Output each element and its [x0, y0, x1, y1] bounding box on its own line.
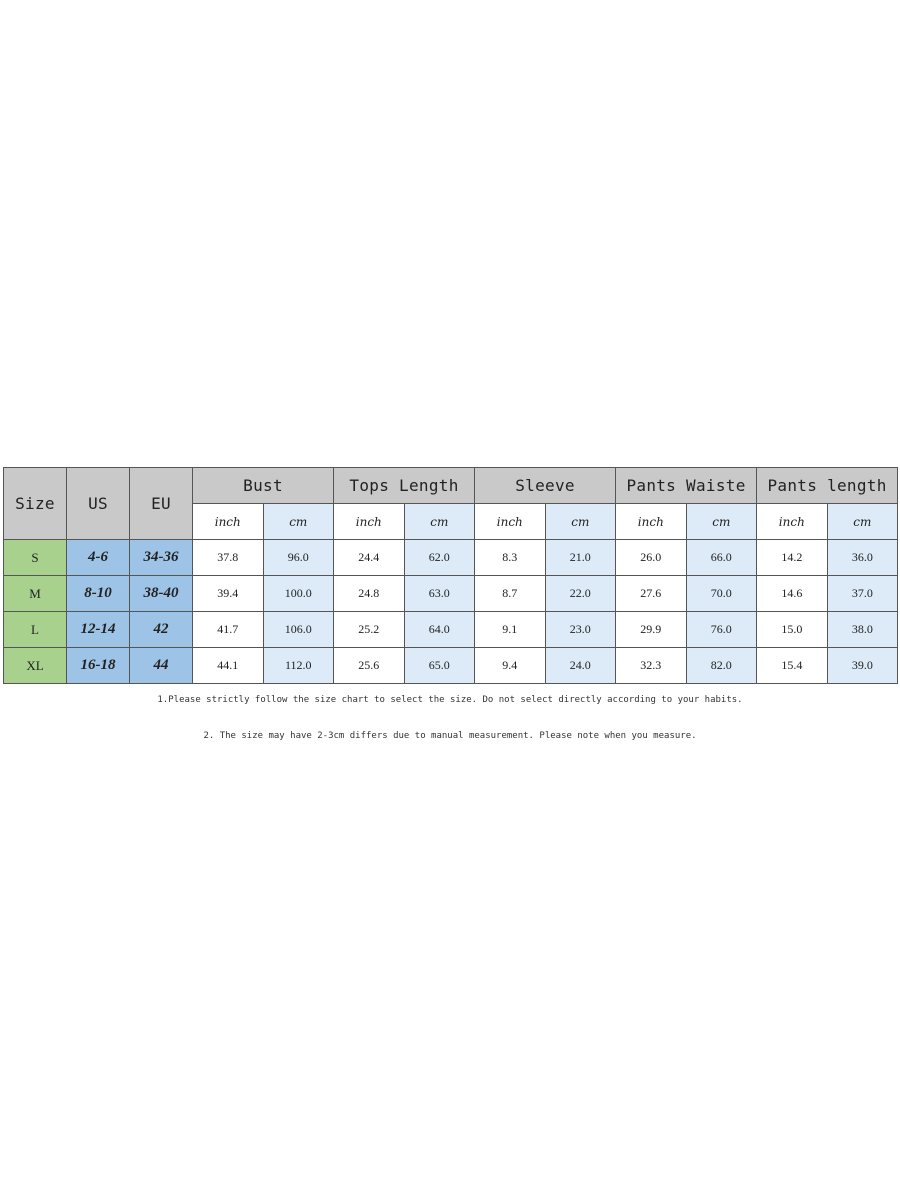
size-note-1: 1.Please strictly follow the size chart to select the size. Do not select directly according to your habits. [157, 695, 743, 705]
sleeve-inch-cell: 9.1 [475, 612, 546, 648]
size-cell: S [4, 540, 67, 576]
pants-waiste-cm-cell: 66.0 [686, 540, 757, 576]
pants-waiste-inch-cell: 27.6 [616, 576, 687, 612]
size-cell: XL [4, 648, 67, 684]
unit-cm: cm [404, 504, 475, 540]
pants-length-cm-cell: 39.0 [827, 648, 898, 684]
bust-cm-cell: 112.0 [263, 648, 334, 684]
pants-waiste-cm-cell: 82.0 [686, 648, 757, 684]
pants-waiste-cm-cell: 70.0 [686, 576, 757, 612]
table-row [4, 648, 898, 684]
unit-inch: inch [193, 504, 264, 540]
table-row [4, 612, 898, 648]
tops-length-cm-cell: 62.0 [404, 540, 475, 576]
size-cell: L [4, 612, 67, 648]
unit-cm: cm [545, 504, 616, 540]
tops-length-cm-cell: 64.0 [404, 612, 475, 648]
tops-length-inch-cell: 25.6 [334, 648, 405, 684]
eu-size-cell: 38-40 [130, 576, 193, 612]
header-pants-length: Pants length [757, 468, 898, 504]
tops-length-inch-cell: 24.8 [334, 576, 405, 612]
eu-size-cell: 34-36 [130, 540, 193, 576]
bust-inch-cell: 44.1 [193, 648, 264, 684]
pants-waiste-inch-cell: 29.9 [616, 612, 687, 648]
us-size-cell: 8-10 [67, 576, 130, 612]
unit-cm: cm [827, 504, 898, 540]
sleeve-cm-cell: 24.0 [545, 648, 616, 684]
header-eu: EU [130, 468, 193, 540]
pants-length-inch-cell: 14.6 [757, 576, 828, 612]
unit-inch: inch [334, 504, 405, 540]
tops-length-inch-cell: 25.2 [334, 612, 405, 648]
pants-waiste-inch-cell: 32.3 [616, 648, 687, 684]
bust-cm-cell: 100.0 [263, 576, 334, 612]
table-row [4, 540, 898, 576]
unit-cm: cm [686, 504, 757, 540]
sleeve-cm-cell: 22.0 [545, 576, 616, 612]
sleeve-inch-cell: 9.4 [475, 648, 546, 684]
eu-size-cell: 44 [130, 648, 193, 684]
header-bust: Bust [193, 468, 334, 504]
header-tops-length: Tops Length [334, 468, 475, 504]
header-us: US [67, 468, 130, 540]
tops-length-cm-cell: 63.0 [404, 576, 475, 612]
pants-waiste-cm-cell: 76.0 [686, 612, 757, 648]
pants-length-inch-cell: 15.0 [757, 612, 828, 648]
unit-inch: inch [475, 504, 546, 540]
us-size-cell: 12-14 [67, 612, 130, 648]
pants-length-cm-cell: 36.0 [827, 540, 898, 576]
tops-length-cm-cell: 65.0 [404, 648, 475, 684]
header-pants-waiste: Pants Waiste [616, 468, 757, 504]
sleeve-inch-cell: 8.3 [475, 540, 546, 576]
header-size: Size [4, 468, 67, 540]
bust-inch-cell: 41.7 [193, 612, 264, 648]
unit-inch: inch [616, 504, 687, 540]
bust-cm-cell: 106.0 [263, 612, 334, 648]
pants-waiste-inch-cell: 26.0 [616, 540, 687, 576]
bust-cm-cell: 96.0 [263, 540, 334, 576]
size-cell: M [4, 576, 67, 612]
size-note-2: 2. The size may have 2-3cm differs due to manual measurement. Please note when you measure. [203, 731, 697, 741]
header-sleeve: Sleeve [475, 468, 616, 504]
us-size-cell: 16-18 [67, 648, 130, 684]
sleeve-inch-cell: 8.7 [475, 576, 546, 612]
bust-inch-cell: 39.4 [193, 576, 264, 612]
table-row [4, 576, 898, 612]
unit-cm: cm [263, 504, 334, 540]
sleeve-cm-cell: 21.0 [545, 540, 616, 576]
sleeve-cm-cell: 23.0 [545, 612, 616, 648]
pants-length-cm-cell: 38.0 [827, 612, 898, 648]
bust-inch-cell: 37.8 [193, 540, 264, 576]
pants-length-cm-cell: 37.0 [827, 576, 898, 612]
tops-length-inch-cell: 24.4 [334, 540, 405, 576]
eu-size-cell: 42 [130, 612, 193, 648]
pants-length-inch-cell: 14.2 [757, 540, 828, 576]
us-size-cell: 4-6 [67, 540, 130, 576]
size-chart-table [3, 467, 898, 684]
pants-length-inch-cell: 15.4 [757, 648, 828, 684]
unit-inch: inch [757, 504, 828, 540]
